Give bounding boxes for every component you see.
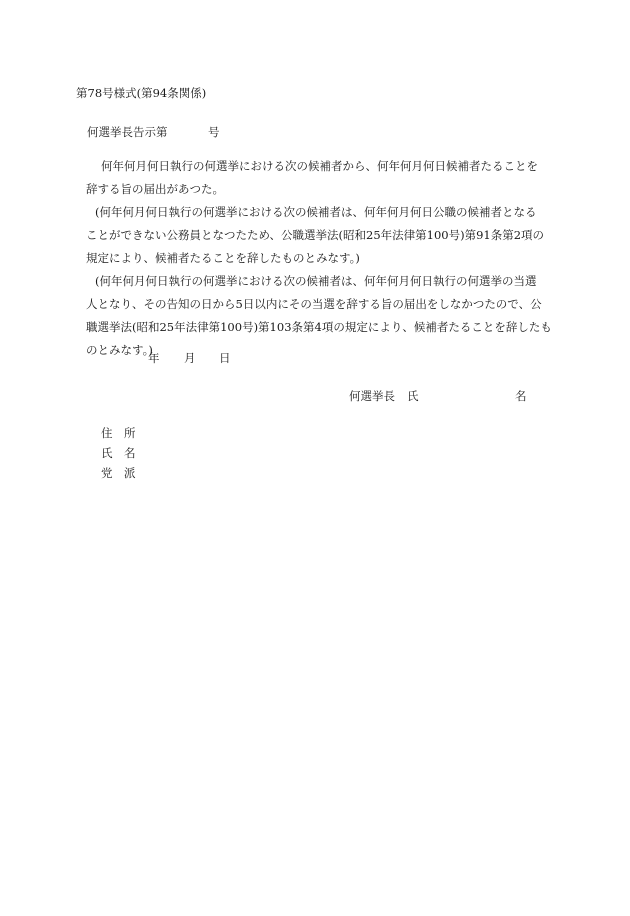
- signature-name-label: 名: [515, 389, 527, 403]
- notice-number-label: 何選挙長告示第: [87, 125, 168, 139]
- form-heading: 第78号様式(第94条関係): [76, 86, 207, 100]
- signature-title: 何選挙長: [349, 389, 395, 403]
- signature-surname-label: 氏: [407, 389, 419, 403]
- candidate-name-label: 氏 名: [101, 446, 136, 460]
- paragraph-line: 辞する旨の届出があつた。: [86, 182, 224, 196]
- candidate-party-label: 党 派: [101, 466, 136, 480]
- date-year: 年: [148, 351, 160, 365]
- paragraph-line: (何年何月何日執行の何選挙における次の候補者は、何年何月何日執行の何選挙の当選: [95, 274, 537, 288]
- paragraph-line: 規定により、候補者たることを辞したものとみなす。): [86, 251, 360, 265]
- paragraph-line: ことができない公務員となつたため、公職選挙法(昭和25年法律第100号)第91条第2項の: [86, 228, 545, 242]
- notice-paragraph-2: [86, 201, 556, 270]
- notice-paragraph-1: [86, 155, 556, 201]
- notice-number-suffix: 号: [208, 125, 220, 139]
- notice-paragraph-3: [86, 270, 556, 362]
- paragraph-line: (何年何月何日執行の何選挙における次の候補者は、何年何月何日公職の候補者となる: [95, 205, 537, 219]
- paragraph-line: 何年何月何日執行の何選挙における次の候補者から、何年何月何日候補者たることを: [101, 159, 538, 173]
- date-day: 日: [219, 351, 231, 365]
- paragraph-line: 職選挙法(昭和25年法律第100号)第103条第4項の規定により、候補者たることを辞したも: [86, 320, 552, 334]
- date-month: 月: [184, 351, 196, 365]
- candidate-address-label: 住 所: [101, 426, 136, 440]
- paragraph-line: 人となり、その告知の日から5日以内にその当選を辞する旨の届出をしなかつたので、公: [86, 297, 542, 311]
- paragraph-line: のとみなす。): [86, 343, 153, 357]
